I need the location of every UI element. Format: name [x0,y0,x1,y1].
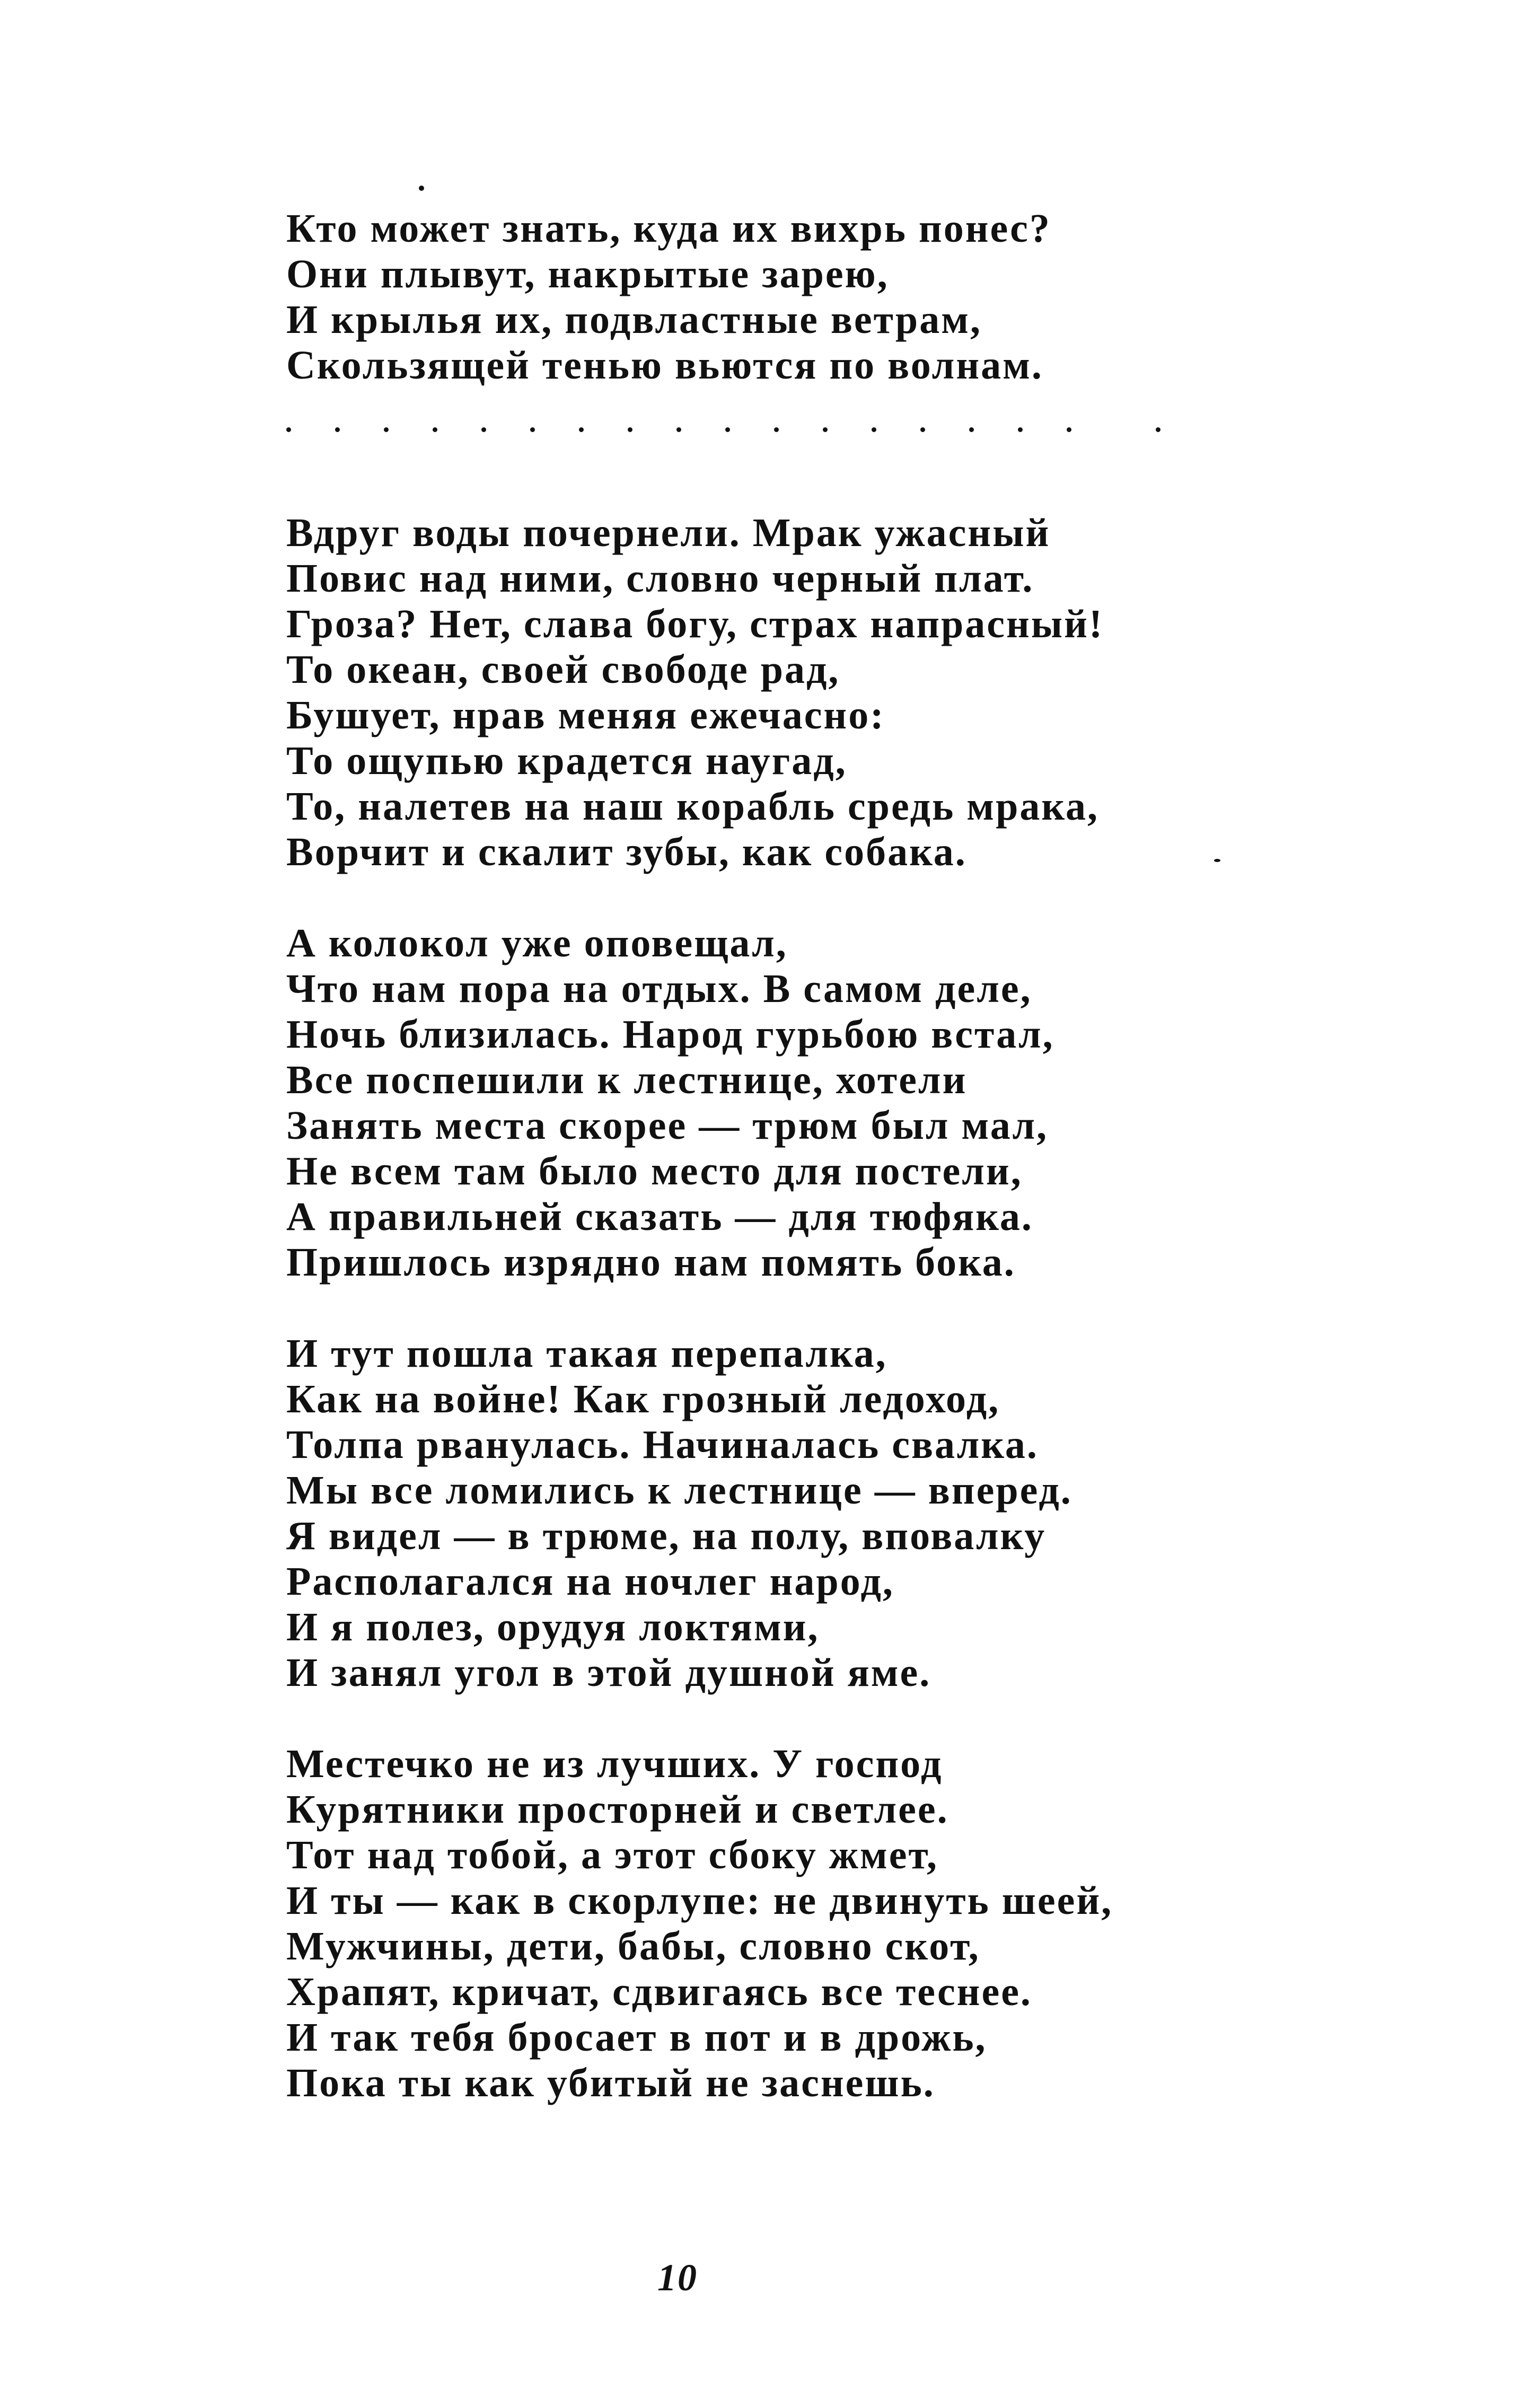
poem-line: А колокол уже оповещал, [286,921,788,965]
poem-line: Гроза? Нет, слава богу, страх напрасный! [286,602,1104,646]
poem-line: И ты — как в скорлупе: не двинуть шеей, [286,1878,1113,1923]
poem-line: Мы все ломились к лестнице — вперед. [286,1468,1072,1513]
poem-line: Ворчит и скалит зубы, как собака. [286,830,967,874]
stanza-5 [286,1741,1294,2106]
poem-line: Не всем там было место для постели, [286,1149,1023,1193]
poem-line: Все поспешили к лестнице, хотели [286,1058,968,1102]
poem-line: Я видел — в трюме, на полу, вповалку [286,1514,1047,1558]
poem-line: И тут пошла такая перепалка, [286,1331,887,1376]
stanza-4 [286,1331,1294,1695]
poem-line: Толпа рванулась. Начиналась свалка. [286,1422,1039,1467]
poem-line: Кто может знать, куда их вихрь понес? [286,206,1051,251]
poem-line: Вдруг воды почернели. Мрак ужасный [286,511,1051,555]
poem-line: Как на войне! Как грозный ледоход, [286,1377,1000,1421]
poem-line: То, налетев на наш корабль средь мрака, [286,784,1099,829]
ellipsis-row [286,406,1294,452]
poem-line: Бушует, нрав меняя ежечасно: [286,693,885,737]
poem-line: И так тебя бросает в пот и в дрожь, [286,2015,987,2060]
poem-line: Местечко не из лучших. У господ [286,1742,943,1786]
stanza-2 [286,510,1294,875]
poem-line: Курятники просторней и светлее. [286,1787,949,1832]
poem-text [286,206,1294,2106]
poem-line: Занять места скорее — трюм был мал, [286,1103,1049,1148]
poem-line: Храпят, кричат, сдвигаясь все теснее. [286,1970,1032,2014]
poem-line: И крылья их, подвластные ветрам, [286,297,982,342]
poem-line: Скользящей тенью вьются по волнам. [286,343,1043,388]
stanza-1 [286,206,1294,388]
poem-line: Пришлось изрядно нам помять бока. [286,1240,1016,1285]
poem-line: И я полез, орудуя локтями, [286,1605,820,1649]
poem-line: Пока ты как убитый не заснешь. [286,2061,935,2105]
poem-line: Они плывут, накрытые зарею, [286,252,889,296]
poem-line: И занял угол в этой душной яме. [286,1650,931,1695]
poem-line: Тот над тобой, а этот сбоку жмет, [286,1833,939,1877]
poem-line: Располагался на ночлег народ, [286,1559,894,1604]
stanza-3 [286,920,1294,1285]
page-number: 10 [657,2256,698,2299]
poem-line: А правильней сказать — для тюфяка. [286,1194,1033,1239]
poem-line: То ощупью крадется наугад, [286,739,847,783]
poem-line: Ночь близилась. Народ гурьбою встал, [286,1012,1054,1057]
poem-line: Повис над ними, словно черный плат. [286,556,1034,601]
poem-line: Мужчины, дети, бабы, словно скот, [286,1924,980,1968]
print-speck [419,186,424,191]
poem-line: Что нам пора на отдых. В самом деле, [286,966,1032,1011]
poem-line: То океан, своей свободе рад, [286,647,840,692]
